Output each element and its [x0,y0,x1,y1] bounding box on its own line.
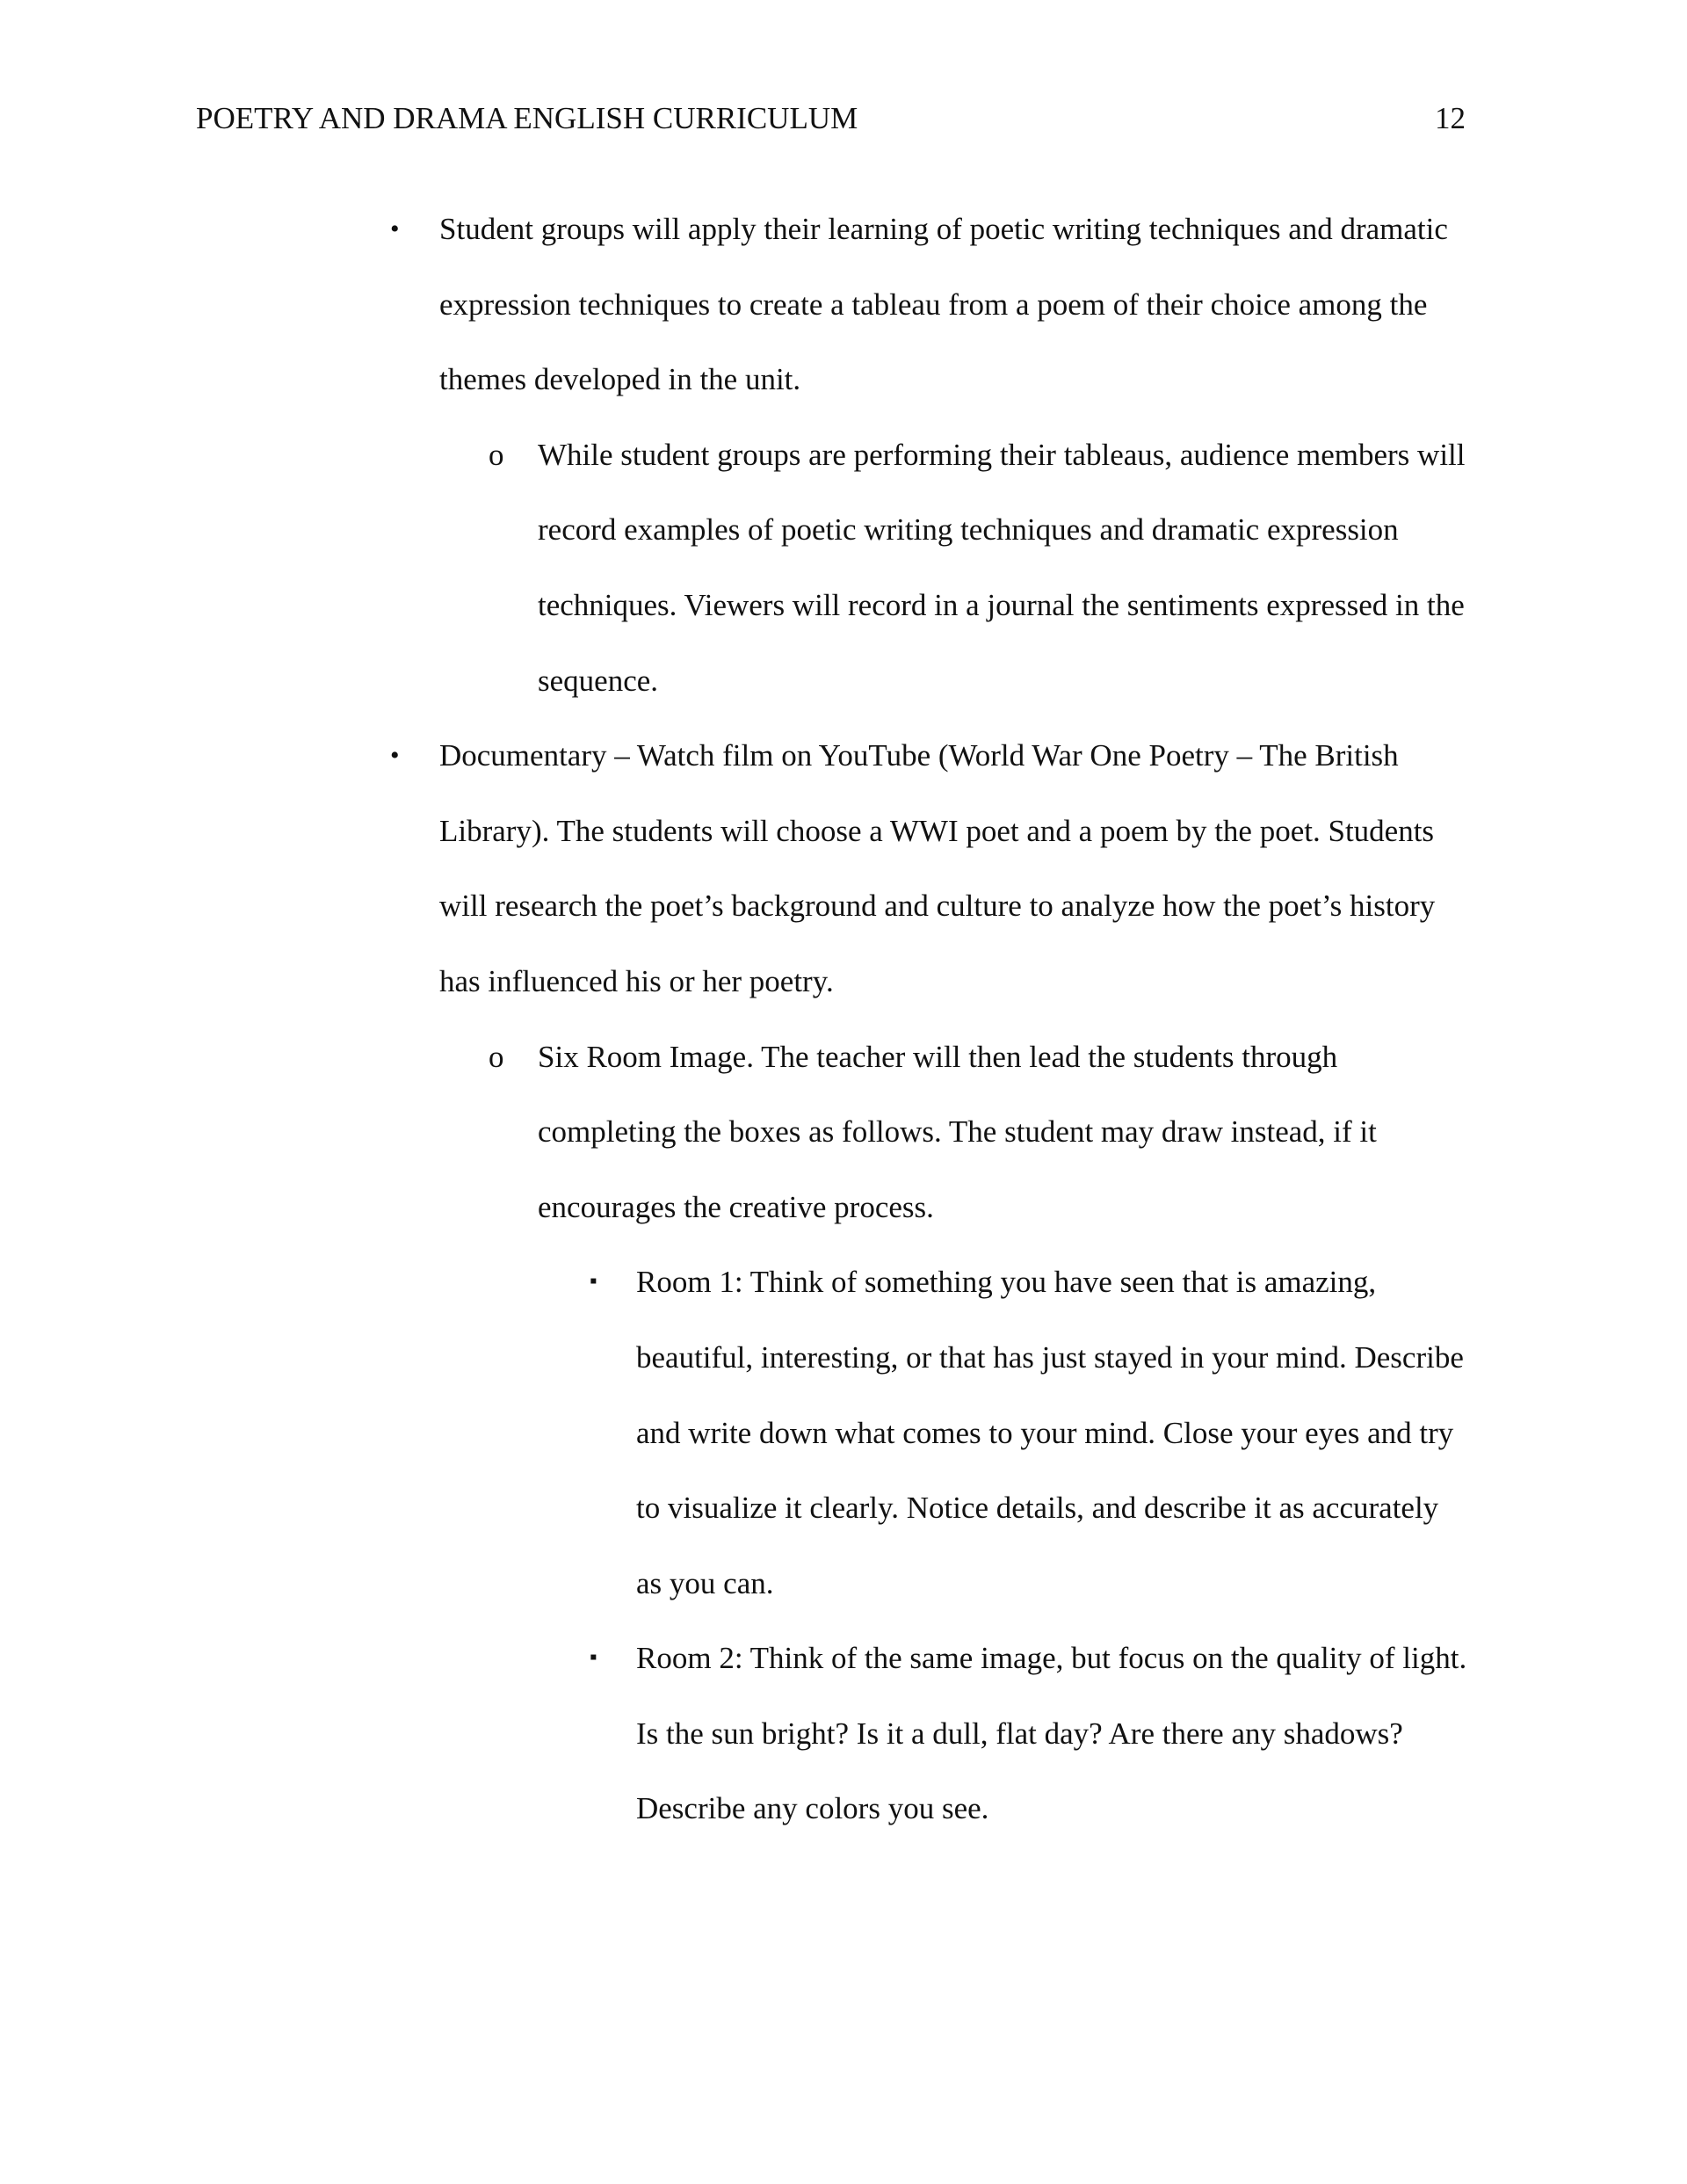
bullet-circle-icon: o [489,1039,504,1074]
sub-bullet-list [439,1019,1472,1847]
sub-list-item-text: While student groups are performing their tableaus, audience members will record examples of poetic writing techniques and dramatic expression techniques. Viewers will record in a journal the sentiments expressed in the sequence. [538,437,1466,698]
list-item-text: Student groups will apply their learning of poetic writing techniques and dramatic expression techniques to create a tableau from a poem of their choice among the themes developed in the unit. [439,212,1448,397]
list-item-text: Documentary – Watch film on YouTube (World War One Poetry – The British Library). The students will choose a WWI poet and a poem by the poet. Students will research the poet’s background and culture to analyze how the poet’s history has influenced his or her poetry. [439,738,1436,998]
list-item-documentary [390,718,1472,1847]
room-2-text: Room 2: Think of the same image, but focus on the quality of light. Is the sun bright? Is it a dull, flat day? Are there any shadows? Describe any colors you see. [636,1641,1467,1826]
bullet-square-icon: ▪ [590,1270,597,1294]
running-head-title: POETRY AND DRAMA ENGLISH CURRICULUM [196,101,858,135]
bullet-dot-icon: • [390,214,400,243]
document-body [0,192,1687,1847]
sub-bullet-list [439,417,1472,718]
running-header [196,97,1466,141]
sub-list-item-six-room [489,1019,1472,1847]
room-1-text: Room 1: Think of something you have seen that is amazing, beautiful, interesting, or that has just stayed in your mind. Describe and write down what comes to your mind. Close your eyes and try to visualize it clearly. Notice details, and describe it as accurately as you can. [636,1265,1464,1600]
room-2-item [590,1621,1471,1847]
sub-list-item-text: Six Room Image. The teacher will then lead the students through completing the boxes as follows. The student may draw instead, if it encourages the creative process. [538,1039,1377,1224]
bullet-square-icon: ▪ [590,1646,597,1670]
sub-sub-bullet-list [538,1244,1472,1847]
room-1-item [590,1244,1471,1621]
page-number: 12 [1435,101,1466,135]
list-item-tableau [390,192,1472,718]
sub-list-item-audience [489,417,1472,718]
bullet-list [0,192,1687,1847]
bullet-circle-icon: o [489,437,504,472]
bullet-dot-icon: • [390,741,400,771]
